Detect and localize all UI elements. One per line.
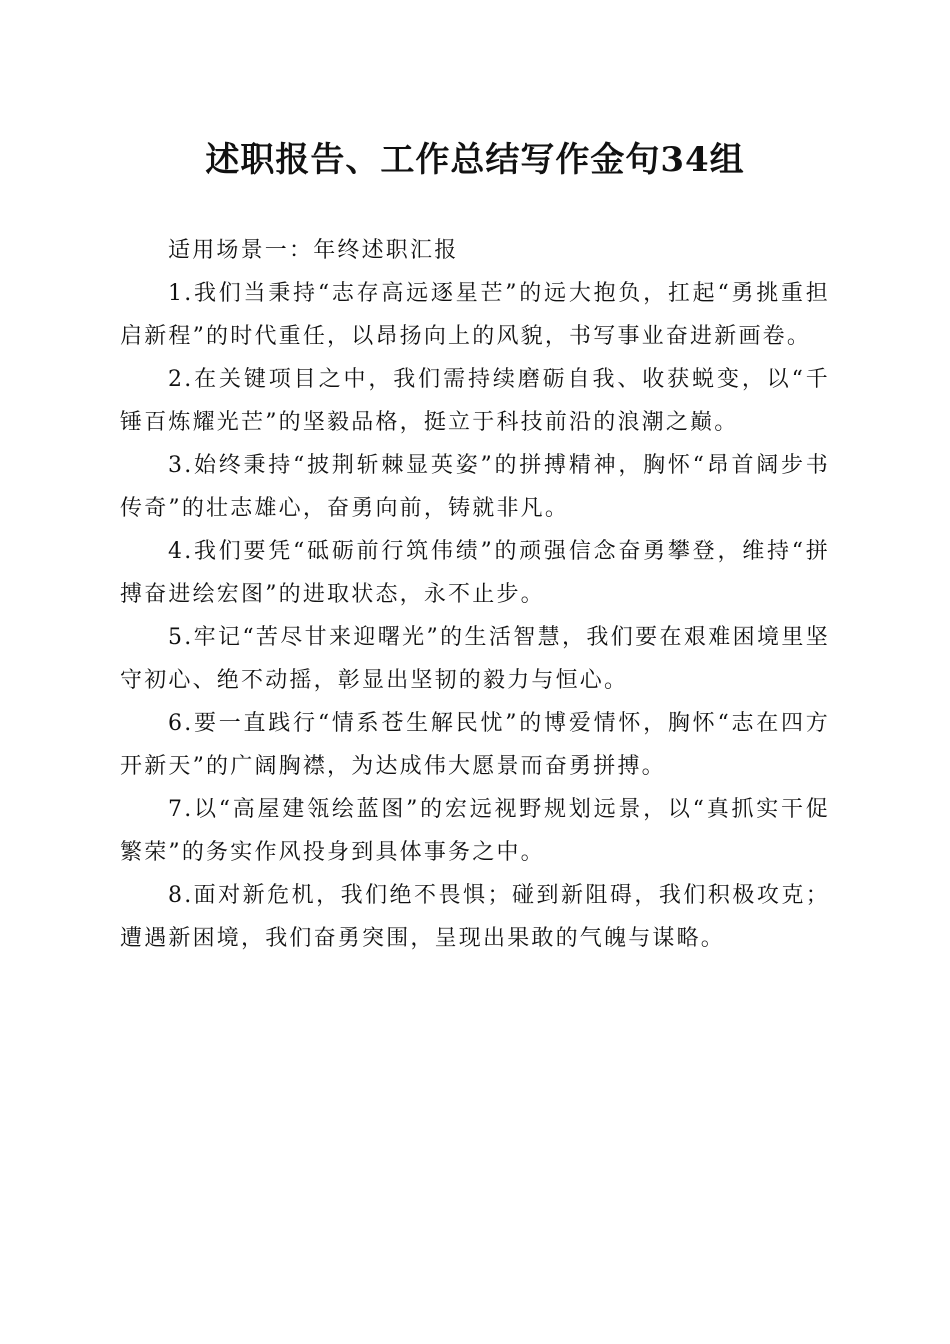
paragraph-3: 3.始终秉持“披荆斩棘显英姿”的拼搏精神，胸怀“昂首阔步书传奇”的壮志雄心，奋勇向前，铸就非凡。: [120, 453, 830, 521]
document-body: [120, 229, 830, 960]
paragraph-6: 6.要一直践行“情系苍生解民忧”的博爱情怀，胸怀“志在四方开新天”的广阔胸襟，为达成伟大愿景而奋勇拼搏。: [120, 711, 830, 779]
paragraph-5: 5.牢记“苦尽甘来迎曙光”的生活智慧，我们要在艰难困境里坚守初心、绝不动摇，彰显出坚韧的毅力与恒心。: [120, 625, 830, 693]
scene-heading: 适用场景一：年终述职汇报: [168, 238, 459, 263]
paragraph-2: 2.在关键项目之中，我们需持续磨砺自我、收获蜕变，以“千锤百炼耀光芒”的坚毅品格，挺立于科技前沿的浪潮之巅。: [120, 367, 830, 435]
document-title: 述职报告、工作总结写作金句34组: [205, 140, 745, 180]
paragraph-4: 4.我们要凭“砥砺前行筑伟绩”的顽强信念奋勇攀登，维持“拼搏奋进绘宏图”的进取状态，永不止步。: [120, 539, 830, 607]
paragraph-1: 1.我们当秉持“志存高远逐星芒”的远大抱负，扛起“勇挑重担启新程”的时代重任，以昂扬向上的风貌，书写事业奋进新画卷。: [120, 281, 830, 349]
paragraph-7: 7.以“高屋建瓴绘蓝图”的宏远视野规划远景，以“真抓实干促繁荣”的务实作风投身到具体事务之中。: [120, 797, 830, 865]
paragraph-8: 8.面对新危机，我们绝不畏惧；碰到新阻碍，我们积极攻克；遭遇新困境，我们奋勇突围，呈现出果敢的气魄与谋略。: [120, 883, 830, 951]
